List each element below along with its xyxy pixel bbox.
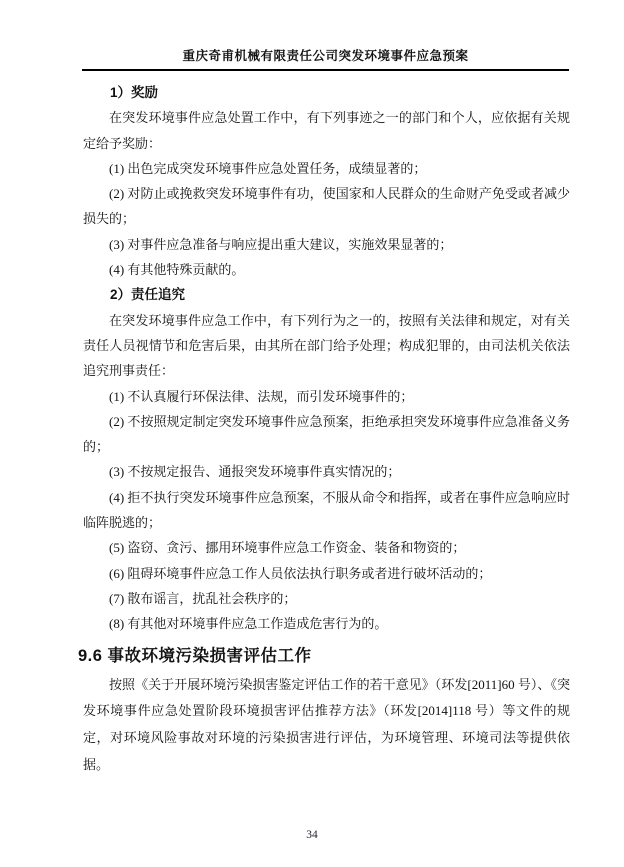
list-item-accountability-2: (2) 不按照规定制定突发环境事件应急预案，拒绝承担突发环境事件应急准备义务的； bbox=[83, 413, 570, 455]
paragraph-accountability-intro: 在突发环境事件应急工作中，有下列行为之一的，按照有关法律和规定，对有关责任人员视情节和危害后果，由其所在部门给予处理；构成犯罪的，由司法机关依法追究刑事责任： bbox=[83, 312, 570, 379]
subsection-heading-reward: 1）奖励 bbox=[110, 85, 159, 100]
paragraph-assessment: 按照《关于开展环境污染损害鉴定评估工作的若干意见》（环发[2011]60 号）、《突发环境事件应急处置阶段环境损害评估推荐方法》（环发[2014]118 号）等文件的规定，对环境风险事故对环境的污染损害进行评估，为环境管理、环境司法等提供依据。 bbox=[83, 676, 570, 772]
page-number: 34 bbox=[306, 829, 318, 841]
list-item-accountability-5: (5) 盗窃、贪污、挪用环境事件应急工作资金、装备和物资的； bbox=[109, 540, 466, 556]
list-item-accountability-4: (4) 拒不执行突发环境事件应急预案，不服从命令和指挥，或者在事件应急响应时临阵脱逃的； bbox=[83, 489, 570, 531]
list-item-accountability-8: (8) 有其他对环境事件应急工作造成危害行为的。 bbox=[109, 616, 388, 632]
paragraph-reward-intro: 在突发环境事件应急处置工作中，有下列事迹之一的部门和个人，应依据有关规定给予奖励： bbox=[83, 110, 570, 151]
header-title: 重庆奇甫机械有限责任公司突发环境事件应急预案 bbox=[182, 49, 469, 63]
list-item-accountability-6: (6) 阻碍环境事件应急工作人员依法执行职务或者进行破坏活动的； bbox=[109, 565, 492, 581]
section-heading-9-6: 9.6 事故环境污染损害评估工作 bbox=[78, 646, 312, 665]
list-item-reward-2: (2) 对防止或挽救突发环境事件有功，使国家和人民群众的生命财产免受或者减少损失的； bbox=[83, 186, 570, 227]
subsection-heading-accountability: 2）责任追究 bbox=[110, 287, 186, 303]
document-body bbox=[78, 80, 570, 779]
list-item-reward-4: (4) 有其他特殊贡献的。 bbox=[109, 262, 245, 278]
list-item-accountability-3: (3) 不按规定报告、通报突发环境事件真实情况的； bbox=[109, 464, 401, 480]
list-item-reward-3: (3) 对事件应急准备与响应提出重大建议，实施效果显著的； bbox=[109, 236, 453, 252]
list-item-accountability-1: (1) 不认真履行环保法律、法规，而引发环境事件的； bbox=[109, 388, 414, 404]
list-item-accountability-7: (7) 散布谣言，扰乱社会秩序的； bbox=[109, 590, 297, 606]
page-header bbox=[82, 46, 569, 71]
page-footer bbox=[0, 825, 624, 843]
list-item-reward-1: (1) 出色完成突发环境事件应急处置任务，成绩显著的； bbox=[109, 160, 427, 176]
